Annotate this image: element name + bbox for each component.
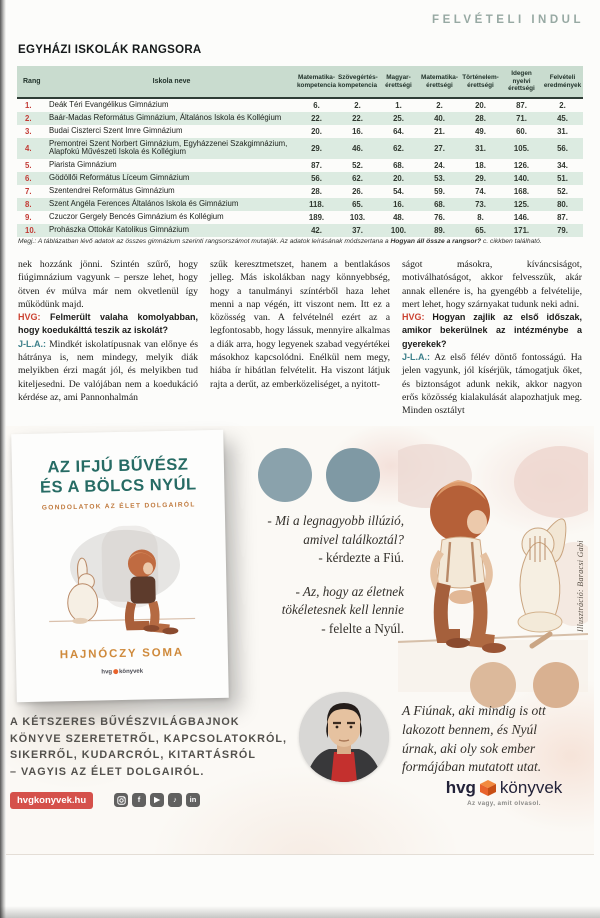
youtube-icon[interactable]: ▶	[150, 793, 164, 807]
value-cell: 74.	[475, 186, 486, 196]
rank-cell: 7.	[25, 186, 32, 196]
hvg-label: HVG:	[402, 312, 425, 323]
footnote-text: c. cikkben található.	[481, 238, 542, 245]
question-text: Hogyan zajlik az első időszak, amikor bekerülnek az intézménybe a gyerekek?	[402, 312, 582, 349]
value-cell: 60.	[516, 127, 527, 136]
social-icons-row	[114, 793, 200, 807]
rank-cell: 3.	[25, 127, 32, 136]
footnote-text: Megj.: A táblázatban lévő adatok az összes gimnázium szerinti rangsorszámot mutatják. Az adatok leírásának módszertana a	[18, 238, 391, 245]
dedication-line: lakozott bennem, és Nyúl	[402, 721, 537, 737]
school-name-cell: Budai Ciszterci Szent Imre Gimnázium	[49, 126, 183, 136]
answer-text: Az első félév döntő fontosságú. Ha jelen vagyunk, jól kísérjük, támogatjuk őket, és biztonságot adunk nekik, akkor nagyon erős közösség kialakulását alapozhatjuk meg. Minden osztályt	[402, 352, 582, 417]
value-cell: 89.	[434, 225, 445, 235]
hvg-label: HVG:	[18, 312, 41, 323]
value-cell: 40.	[434, 114, 445, 123]
brand-hvg-text: hvg	[445, 778, 476, 797]
rank-cell: 2.	[25, 114, 32, 123]
scan-shadow-bottom	[0, 906, 600, 918]
value-cell: 103.	[349, 212, 366, 222]
interview-question	[18, 311, 198, 338]
value-cell: 37.	[352, 225, 363, 235]
table-header-row	[17, 66, 583, 99]
quote-mark-circle	[258, 448, 312, 502]
dedication-line: A Fiúnak, aki mindig is ott	[402, 703, 546, 718]
book-title-line: AZ IFJÚ BŰVÉSZ	[47, 455, 189, 477]
value-cell: 52.	[557, 186, 568, 196]
value-cell: 20.	[393, 173, 404, 183]
blurb-line: SIKERRŐL, KUDARCRÓL, KITARTÁSRÓL	[10, 749, 256, 761]
hvg-konyvek-logo	[424, 778, 584, 807]
value-cell: 25.	[393, 114, 404, 123]
mini-logo-book-icon	[113, 669, 118, 674]
value-cell: 65.	[352, 199, 363, 209]
value-cell: 56.	[557, 143, 568, 153]
value-cell: 62.	[393, 143, 404, 153]
brand-konyvek-text: könyvek	[499, 778, 563, 797]
interview-question	[402, 311, 582, 351]
rank-cell: 9.	[25, 212, 32, 222]
ad-blurb	[10, 714, 310, 780]
instagram-icon[interactable]	[114, 793, 128, 807]
value-cell: 2.	[436, 101, 443, 110]
value-cell: 22.	[311, 114, 322, 123]
scan-shadow-left	[0, 0, 6, 918]
value-cell: 28.	[311, 186, 322, 196]
value-cell: 189.	[308, 212, 325, 222]
value-cell: 54.	[393, 186, 404, 196]
mini-logo-text: hvg	[101, 669, 113, 676]
quote-attribution: - felelte a Nyúl.	[321, 620, 404, 636]
school-name-cell: Baár-Madas Református Gimnázium, Általános Iskola és Kollégium	[49, 113, 282, 123]
section-header: FELVÉTELI INDUL	[432, 14, 584, 26]
value-cell: 42.	[311, 225, 322, 235]
value-cell: 46.	[352, 143, 363, 153]
quote-line: amivel találkoztál?	[303, 531, 404, 547]
value-cell: 24.	[434, 160, 445, 170]
value-cell: 53.	[434, 173, 445, 183]
article-column-3	[402, 258, 582, 418]
blurb-line: KÖNYVE SZERETETRŐL, KAPCSOLATOKRÓL,	[10, 732, 287, 745]
brand-tagline: Az vagy, amit olvasol.	[467, 800, 541, 807]
table-row	[17, 159, 583, 172]
rank-cell: 10.	[25, 225, 36, 235]
value-cell: 71.	[516, 114, 527, 123]
book-subtitle: GONDOLATOK AZ ÉLET DOLGAIRÓL	[41, 501, 196, 512]
value-cell: 29.	[475, 173, 486, 183]
value-cell: 6.	[313, 101, 320, 110]
value-cell: 87.	[557, 212, 568, 222]
interviewee-label: J-L.A.:	[18, 338, 46, 349]
value-cell: 27.	[434, 143, 445, 153]
rank-cell: 4.	[25, 143, 32, 153]
linkedin-icon[interactable]: in	[186, 793, 200, 807]
value-cell: 87.	[516, 101, 527, 110]
value-cell: 62.	[352, 173, 363, 183]
value-cell: 68.	[393, 160, 404, 170]
column-header: Matematika-kompetencia	[297, 73, 337, 89]
school-name-cell: Szentendrei Református Gimnázium	[49, 185, 175, 195]
value-cell: 51.	[557, 173, 568, 183]
book-cube-icon	[479, 779, 497, 797]
value-cell: 146.	[513, 212, 530, 222]
table-row	[17, 198, 583, 211]
book-title-line: ÉS A BÖLCS NYÚL	[39, 475, 197, 497]
quote-mark-circle	[326, 448, 380, 502]
interviewee-label: J-L.A.:	[402, 352, 430, 363]
value-cell: 56.	[311, 173, 322, 183]
value-cell: 68.	[434, 199, 445, 209]
value-cell: 79.	[557, 225, 568, 235]
website-badge[interactable]: hvgkonyvek.hu	[10, 792, 93, 809]
value-cell: 87.	[311, 160, 322, 170]
boy-and-rabbit-illustration	[398, 434, 588, 692]
rank-cell: 8.	[25, 199, 32, 209]
value-cell: 22.	[352, 114, 363, 123]
value-cell: 20.	[475, 101, 486, 110]
value-cell: 16.	[352, 127, 363, 136]
value-cell: 76.	[434, 212, 445, 222]
book-advertisement	[6, 426, 594, 855]
table-row	[17, 112, 583, 125]
value-cell: 31.	[557, 127, 568, 136]
school-name-cell: Piarista Gimnázium	[49, 159, 117, 169]
book-title	[12, 454, 225, 498]
paragraph: ságot másokra, kíváncsiságot, motiválhatóságot, akkor felvesszük, akár annak ellenére is, ha gyengébb a felvételije, mert lehet, hogy szárnyakat tudunk neki adni.	[402, 259, 582, 310]
column-header: Iskola neve	[152, 77, 191, 85]
rank-cell: 1.	[25, 101, 32, 110]
interview-answer	[402, 351, 582, 417]
quote-attribution: - kérdezte a Fiú.	[318, 550, 404, 565]
value-cell: 1.	[395, 101, 402, 110]
value-cell: 64.	[393, 127, 404, 136]
illustration-credit: Illusztráció: Baracsi Gabi	[576, 540, 585, 632]
hvg-konyvek-mini-logo	[16, 667, 228, 678]
value-cell: 171.	[513, 225, 530, 235]
value-cell: 105.	[513, 143, 530, 153]
school-name-cell: Prohászka Ottokár Katolikus Gimnázium	[49, 224, 189, 234]
paragraph: nek hozzánk jönni. Szintén szűrő, hogy fiúgimnázium vagyunk – persze lehet, hogy ötven év múlva már nem okvetlenül így működünk majd.	[18, 259, 198, 310]
article-column-1	[18, 258, 198, 404]
value-cell: 140.	[513, 173, 530, 183]
value-cell: 65.	[475, 225, 486, 235]
dialogue-quote	[164, 512, 404, 638]
value-cell: 20.	[311, 127, 322, 136]
dedication-line: formájában mutatott utat.	[402, 759, 542, 775]
value-cell: 28.	[475, 114, 486, 123]
ranking-table	[17, 66, 583, 237]
rank-cell: 6.	[25, 173, 32, 183]
blurb-line: – VAGYIS AZ ÉLET DOLGAIRÓL.	[10, 765, 205, 778]
column-header: Történelem-érettségi	[462, 73, 499, 89]
value-cell: 2.	[559, 101, 566, 110]
school-name-cell: Czuczor Gergely Bencés Gimnázium és Kollégium	[49, 211, 224, 221]
value-cell: 34.	[557, 160, 568, 170]
value-cell: 100.	[390, 225, 407, 235]
table-row	[17, 211, 583, 224]
value-cell: 80.	[557, 199, 568, 209]
value-cell: 59.	[434, 186, 445, 196]
value-cell: 18.	[475, 160, 486, 170]
value-cell: 126.	[513, 160, 530, 170]
book-author: HAJNÓCZY SOMA	[59, 646, 185, 662]
interview-answer	[18, 338, 198, 404]
quote-line: - Az, hogy az életnek	[295, 583, 404, 599]
article-body	[18, 258, 582, 422]
column-header: Felvételi eredmények	[543, 73, 582, 89]
school-name-cell: Deák Téri Evangélikus Gimnázium	[49, 100, 169, 110]
column-header: Rang	[23, 77, 41, 85]
tiktok-icon[interactable]: ♪	[168, 793, 182, 807]
value-cell: 48.	[393, 212, 404, 222]
value-cell: 168.	[513, 186, 530, 196]
school-name-cell: Premontrei Szent Norbert Gimnázium, Egyházzenei Szakgimnázium, Alapfokú Művészeti Iskola és Kollégium	[49, 138, 288, 157]
quote-line: tökéletesnek kell lennie	[281, 602, 404, 617]
spacer	[164, 568, 404, 583]
question-text: Felmerült valaha komolyabban, hogy koedukálttá teszik az iskolát?	[18, 312, 198, 336]
value-cell: 45.	[557, 114, 568, 123]
author-photo	[299, 692, 389, 782]
facebook-icon[interactable]: f	[132, 793, 146, 807]
table-footnote	[18, 238, 582, 245]
column-header: Idegen nyelvi érettségi	[508, 70, 535, 93]
table-row	[17, 185, 583, 198]
value-cell: 29.	[311, 143, 322, 153]
quote-line: - Mi a legnagyobb illúzió,	[267, 513, 404, 528]
table-row	[17, 224, 583, 237]
column-header: Szövegértés-kompetencia	[338, 73, 378, 89]
value-cell: 73.	[475, 199, 486, 209]
table-row	[17, 172, 583, 185]
value-cell: 49.	[475, 127, 486, 136]
article-column-2	[210, 258, 390, 391]
column-header: Magyar-érettségi	[385, 73, 412, 89]
value-cell: 21.	[434, 127, 445, 136]
table-row	[17, 125, 583, 138]
mini-logo-text: könyvek	[118, 668, 144, 676]
table-body	[17, 99, 583, 237]
value-cell: 52.	[352, 160, 363, 170]
dedication-text	[402, 702, 594, 777]
rank-cell: 5.	[25, 160, 32, 170]
answer-text: Mindkét iskolatípusnak van előnye és hátránya is, nem mindegy, melyik diák melyikben érzi magát jól, és melyikben tud kiteljesedni. De valójában nem a koedukáció kérdése az, ami Pannonhalmán	[18, 338, 198, 403]
table-title: EGYHÁZI ISKOLÁK RANGSORA	[18, 44, 202, 56]
dedication-line: úrnak, aki oly sok ember	[402, 740, 536, 756]
value-cell: 118.	[309, 199, 324, 209]
value-cell: 26.	[352, 186, 363, 196]
paragraph: szűk keresztmetszet, hanem a bentlakásos jelleg. Más iskolákban nagy könnyebbség, hogy a tanulmányi színtérből haza lehet menni a nap végén, itt viszont nem. Itt ez a közösség van. A felvételnél ezért az a legfontosabb, hogy lássuk, mennyire alkalmas a diák arra, hogy legyenek szabad vegyértékei másokhoz kapcsolódni. Enélkül nem megy, hiába ír hibátlan felvételit. Ha viszont látjuk rajta a derűt, az emberközeliséget, a nyitott-	[210, 259, 390, 390]
school-name-cell: Gödöllői Református Líceum Gimnázium	[49, 172, 190, 182]
blurb-line: A KÉTSZERES BŰVÉSZVILÁGBAJNOK	[10, 716, 240, 728]
value-cell: 16.	[393, 199, 404, 209]
value-cell: 125.	[513, 199, 530, 209]
footnote-article-title: Hogyan áll össze a rangsor?	[390, 238, 482, 245]
table-row	[17, 138, 583, 159]
school-name-cell: Szent Angéla Ferences Általános Iskola és Gimnázium	[49, 198, 239, 208]
table-row	[17, 99, 583, 112]
value-cell: 8.	[477, 212, 484, 222]
value-cell: 31.	[475, 143, 486, 153]
value-cell: 2.	[354, 101, 361, 110]
column-header: Matematika-érettségi	[421, 73, 458, 89]
